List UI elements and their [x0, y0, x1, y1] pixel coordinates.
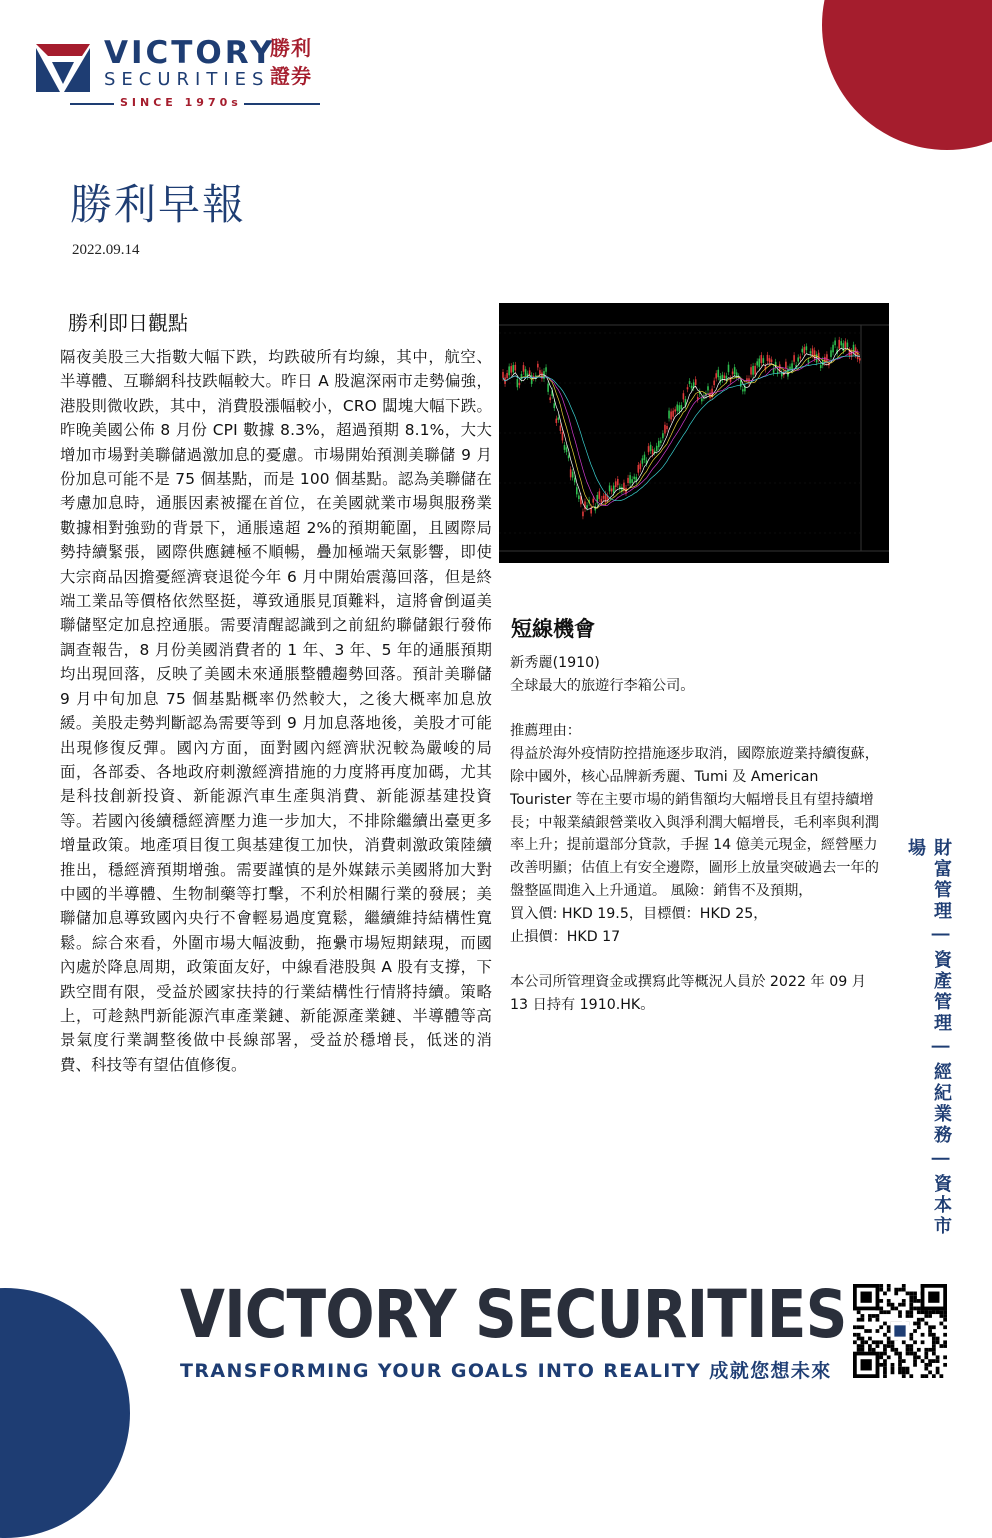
qr-code-icon — [853, 1284, 947, 1378]
reason-text: 得益於海外疫情防控措施逐步取消，國際旅遊業持續復蘇，除中國外，核心品牌新秀麗、Tumi 及 American Tourister 等在主要市場的銷售額均大幅增長且有望持續增長；中報業績銀營業收入與淨利潤大幅增長，毛利率與利潤率上升；提前還部分貸款，手握 14 億美元現金，經營壓力改善明顯；估值上有安全邊際，圖形上放量突破過去一年的盤整區間進入上升通道。 風險：銷售不及預期， — [510, 746, 879, 899]
stop-loss: 止損價：HKD 17 — [510, 928, 621, 945]
footer-banner-text: VICTORY SECURITIES — [180, 1276, 847, 1353]
stock-chart-image — [499, 303, 889, 563]
corner-decoration-red — [822, 0, 992, 150]
logo-divider-right — [244, 103, 320, 105]
stock-name: 新秀麗(1910) — [510, 655, 600, 671]
business-lines-vertical: 財富管理 | 資產管理 | 經紀業務 | 資本市場 — [905, 838, 952, 1238]
logo-divider-left — [70, 103, 114, 105]
stock-description: 全球最大的旅遊行李箱公司。 — [510, 677, 695, 694]
candlestick-chart-graphic — [499, 303, 889, 563]
logo-name-line2: SECURITIES — [104, 69, 270, 90]
disclosure: 本公司所管理資金或撰寫此等概況人員於 2022 年 09 月 13 日持有 1910.HK。 — [510, 974, 866, 1013]
footer-banner — [180, 1274, 847, 1356]
report-date: 2022.09.14 — [72, 242, 140, 258]
reason-label: 推薦理由： — [510, 723, 581, 740]
report-title: 勝利早報 — [70, 180, 247, 229]
logo-mark-icon — [34, 38, 92, 96]
short-term-heading: 短線機會 — [511, 617, 595, 641]
outlook-heading: 勝利即日觀點 — [68, 311, 188, 335]
outlook-body: 隔夜美股三大指數大幅下跌，均跌破所有均線，其中，航空、半導體、互聯網科技跌幅較大。昨日 A 股滬深兩市走勢偏強，港股則微收跌，其中，消費股漲幅較小，CRO 闆塊大幅下跌。昨晚美國公佈 8 月份 CPI 數據 8.3%，超過預期 8.1%，大大增加市場對美聯儲過激加息的憂慮。市場開始預測美聯儲 9 月份加息可能不是 75 個基點，而是 100 個基點。認為美聯儲在考慮加息時，通脹因素被擺在首位，在美國就業市場與服務業數據相對強勁的背景下，通脹遠超 2%的預期範圍，且國際局勢持續緊張，國際供應鏈極不順暢，疊加極端天氣影響，即使大宗商品因擔憂經濟衰退從今年 6 月中開始震蕩回落，但是終端工業品等價格依然堅挺，導致通脹見頂難料，這將會倒逼美聯儲堅定加息控通脹。需要清醒認識到之前紐約聯儲銀行發佈調查報告，8 月份美國消費者的 1 年、3 年、5 年的通脹預期均出現回落，反映了美國未來通脹整體趨勢回落。預計美聯儲 9 月中旬加息 75 個基點概率仍然較大，之後大概率加息放緩。美股走勢判斷認為需要等到 9 月加息落地後，美股才可能出現修復反彈。國內方面，面對國內經濟狀況較為嚴峻的局面，各部委、各地政府刺激經濟措施的力度將再度加碼，尤其是科技創新投資、新能源汽車生產與消費、新能源基建投資等。若國內後續穩經濟壓力進一步加大，不排除繼續出臺更多增量政策。地產項目復工與基建復工加快，消費刺激政策陸續推出，穩經濟預期增強。需要謹慎的是外媒錶示美國將加大對中國的半導體、生物制藥等打擊，不利於相關行業的發展；美聯儲加息導致國內央行不會輕易過度寬鬆，繼續維持結構性寬鬆。綜合來看，外圍市場大幅波動，拖纍市場短期錶現，而國內處於降息周期，政策面友好，中線看港股與 A 股有支撐，下跌空間有限，受益於國家扶持的行業結構性行情將持續。策略上，可趁熱門新能源汽車產業鏈、新能源產業鏈、半導體等高景氣度行業調整後做中長線部署，受益於穩增長，低迷的消費、科技等有望估值修復。 — [60, 348, 492, 1074]
logo-chinese-line2: 證券 — [270, 64, 312, 88]
footer-tagline: TRANSFORMING YOUR GOALS INTO REALITY 成就您想未來 — [180, 1360, 832, 1382]
logo-chinese-line1: 勝利 — [270, 36, 312, 60]
logo-name-line1: VICTORY — [104, 35, 276, 71]
corner-decoration-navy — [0, 1288, 130, 1538]
price-targets: 買入價: HKD 19.5，目標價：HKD 25， — [510, 905, 768, 922]
company-logo — [34, 34, 334, 114]
short-term-section — [510, 652, 880, 1017]
logo-since: SINCE 1970s — [120, 96, 242, 109]
